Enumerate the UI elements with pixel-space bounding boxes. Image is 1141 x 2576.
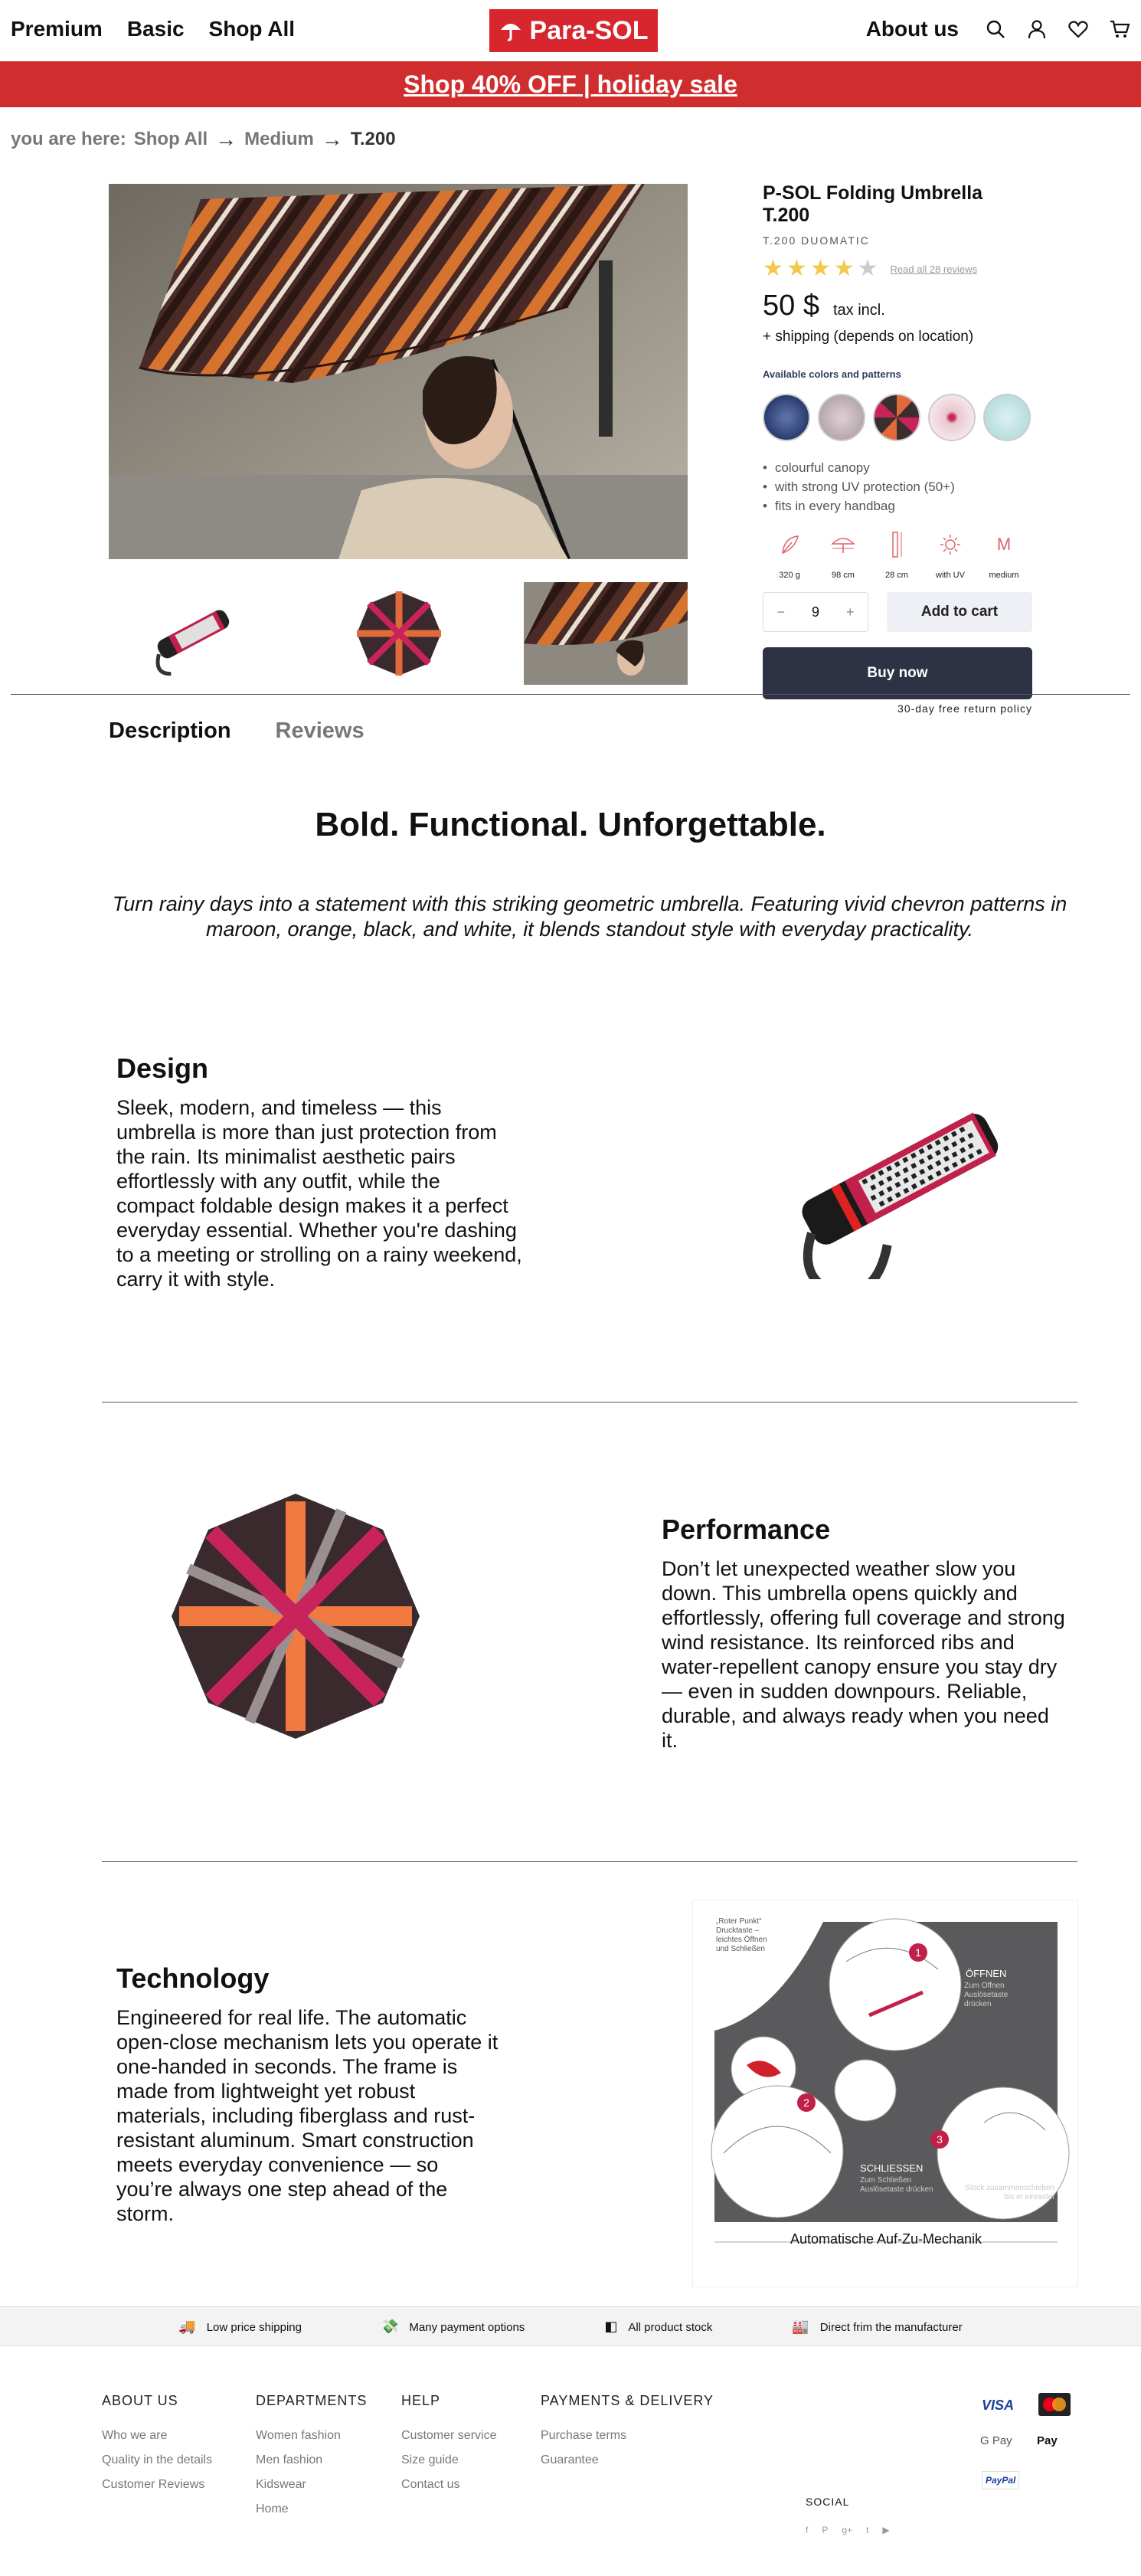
design-image [766, 1080, 1026, 1279]
swatch-mauve-pattern[interactable] [818, 394, 865, 441]
footer-link[interactable]: Customer Reviews [102, 2478, 205, 2491]
price-amount: 50 $ [763, 290, 819, 322]
footer-help-title: HELP [401, 2393, 441, 2408]
breadcrumb-prefix: you are here: [11, 129, 126, 149]
breadcrumb-medium[interactable]: Medium [244, 129, 314, 149]
header-actions [866, 17, 1130, 41]
close-title: SCHLIESSEN [860, 2162, 924, 2174]
cart-icon[interactable] [1109, 18, 1130, 40]
tab-reviews[interactable]: Reviews [275, 718, 365, 743]
open-sub: Zum Öffnen Auslösetaste drücken [964, 1982, 1009, 2008]
apple-pay-logo [1037, 2434, 1058, 2447]
footer-link[interactable]: Men fashion [256, 2453, 323, 2466]
mechanism-diagram [692, 1900, 1078, 2287]
apple-pay-text: Pay [1037, 2434, 1058, 2447]
spec-size-value: medium [989, 571, 1019, 580]
swatch-chevron-pattern[interactable] [873, 394, 920, 441]
sun-icon [939, 533, 962, 556]
spec-diameter-value: 98 cm [832, 571, 855, 580]
footer-link[interactable]: Size guide [401, 2453, 459, 2466]
swatch-navy-pattern[interactable] [763, 394, 810, 441]
design-text: Sleek, modern, and timeless — this umbrella is more than just protection from the rain. Its minimalist aesthetic pairs effortlessly with any outfit, while the compact foldable design makes it a perfect everyday essential. Whether you're dashing to a meeting or strolling on a rainy weekend, carry it with style. [116, 1096, 522, 1291]
design-section [116, 1052, 522, 1291]
spec-icons [763, 529, 1032, 580]
googleplus-icon[interactable]: g+ [842, 2525, 853, 2535]
main-nav [11, 17, 295, 41]
footer-payments [541, 2393, 714, 2478]
section-divider [102, 1402, 1077, 1403]
google-pay-logo: G Pay [980, 2434, 1012, 2447]
youtube-icon[interactable]: ▶ [882, 2525, 890, 2535]
price-tax-note: tax incl. [832, 302, 885, 319]
thumbnail-top-view[interactable] [348, 582, 450, 685]
performance-image [165, 1488, 426, 1745]
paypal-logo: PayPal [982, 2471, 1019, 2489]
umbrella-top-view-image [165, 1488, 426, 1745]
usp-stock [604, 2319, 712, 2335]
usp-shipping [178, 2319, 302, 2335]
breadcrumb-arrow-icon: → [321, 127, 343, 151]
footer-departments [256, 2393, 367, 2527]
product-main-image[interactable] [109, 184, 688, 559]
footer-about [102, 2393, 212, 2502]
footer-link[interactable]: Purchase terms [541, 2429, 627, 2442]
step-3-label: 3 [937, 2133, 943, 2146]
price-row [763, 290, 1032, 322]
size-m-icon: M [996, 535, 1012, 554]
stick-label: Stock zusammenschieben bis er einrastet [965, 2184, 1054, 2201]
section-divider [11, 694, 1130, 695]
usp-payment-text: Many payment options [409, 2320, 525, 2334]
pinterest-icon[interactable]: P [822, 2525, 829, 2535]
quantity-stepper [763, 592, 868, 632]
thumbnail-woman[interactable] [524, 582, 688, 685]
product-sku: T.200 DUOMATIC [763, 234, 870, 247]
description-tabs [109, 718, 365, 744]
star-icon: ★ [786, 256, 807, 281]
woman-with-umbrella-photo [109, 184, 688, 559]
performance-text: Don’t let unexpected weather slow you down. This umbrella opens quickly and effortlessly, offering full coverage and strong wind resistance. Its reinforced ribs and water-repellent canopy ensure you stay dry — even in sudden downpours. Reliable, durable, and always ready when you need it. [662, 1557, 1065, 1752]
umbrella-top-thumb [348, 582, 450, 685]
step-2-label: 2 [803, 2096, 809, 2109]
feature-item: • fits in every handbag [763, 496, 1032, 516]
color-swatches [763, 394, 1032, 441]
performance-section [662, 1514, 1067, 1753]
social-title: SOCIAL [806, 2496, 850, 2508]
footer-payments-title: PAYMENTS & DELIVERY [541, 2393, 714, 2408]
qty-plus-button[interactable]: + [845, 604, 855, 620]
footer-link[interactable]: Women fashion [256, 2429, 341, 2442]
spec-weight [763, 529, 816, 580]
woman-umbrella-thumb [524, 582, 688, 685]
breadcrumb-current: T.200 [350, 129, 396, 149]
add-to-cart-button[interactable]: Add to cart [887, 592, 1032, 632]
nav-shop-all[interactable]: Shop All [208, 17, 296, 41]
footer-about-title: ABOUT US [102, 2393, 178, 2408]
folded-umbrella-image [766, 1080, 1026, 1279]
buy-now-button[interactable]: Buy now [763, 647, 1032, 699]
swatch-mint-pattern[interactable] [983, 394, 1031, 441]
usp-bar [0, 2306, 1141, 2346]
site-header [0, 0, 1141, 61]
mechanism-illustration [693, 1900, 1079, 2260]
footer-link[interactable]: Guarantee [541, 2453, 599, 2466]
breadcrumb-shop-all[interactable]: Shop All [133, 129, 208, 149]
step-1-label: 1 [915, 1946, 921, 1959]
length-icon [888, 529, 906, 560]
usp-shipping-text: Low price shipping [206, 2320, 302, 2334]
product-title: P-SOL Folding Umbrella T.200 [763, 182, 983, 226]
technology-title: Technology [116, 1962, 270, 1994]
twitter-icon[interactable]: t [866, 2525, 869, 2535]
close-sub: Zum Schließen Auslösetaste drücken [860, 2176, 933, 2194]
spec-uv [924, 529, 977, 580]
reviews-link[interactable]: Read all 28 reviews [890, 263, 977, 275]
colors-label: Available colors and patterns [763, 368, 901, 380]
visa-logo: VISA [982, 2398, 1015, 2413]
usp-payment [381, 2319, 525, 2335]
qty-minus-button[interactable]: − [776, 604, 785, 620]
red-point-label: „Roter Punkt“ Drucktaste – leichtes Öffnen und Schließen [716, 1917, 767, 1953]
section-divider [102, 1861, 1077, 1862]
site-logo[interactable] [489, 9, 658, 52]
footer-link[interactable]: Who we are [102, 2429, 168, 2442]
promo-banner [0, 61, 1141, 107]
footer-link[interactable]: Contact us [401, 2478, 460, 2491]
feature-item: • colourful canopy [763, 458, 1032, 477]
usp-manufacturer-text: Direct frim the manufacturer [819, 2320, 963, 2334]
user-icon[interactable] [1026, 18, 1048, 40]
qty-value[interactable]: 9 [811, 604, 819, 620]
feature-item: • with strong UV protection (50+) [763, 477, 1032, 496]
spec-weight-value: 320 g [779, 571, 800, 580]
footer-departments-title: DEPARTMENTS [256, 2393, 368, 2408]
product-info [763, 182, 1032, 715]
mastercard-logo [1038, 2393, 1071, 2416]
spec-size [977, 529, 1031, 580]
feather-icon [778, 533, 801, 556]
swatch-pink-pattern[interactable] [928, 394, 976, 441]
facebook-icon[interactable]: f [806, 2525, 809, 2535]
factory-icon: 🏭 [792, 2318, 809, 2334]
tab-description[interactable]: Description [109, 718, 231, 743]
cart-row [763, 592, 1032, 632]
technology-text: Engineered for real life. The automatic open-close mechanism lets you operate it one-handed in seconds. The frame is made from lightweight yet robust materials, including fiberglass and rust-resistant aluminum. Smart construction meets everyday convenience — so you’re always one step ahead of the storm. [116, 2006, 499, 2225]
footer-link[interactable]: Kidswear [256, 2478, 306, 2491]
design-title: Design [116, 1052, 209, 1084]
nav-about-us[interactable]: About us [865, 17, 959, 41]
promo-link[interactable]: Shop 40% OFF | holiday sale [404, 70, 737, 98]
star-icon: ★ [763, 256, 783, 281]
spec-length-value: 28 cm [885, 571, 908, 580]
open-title: ÖFFNEN [966, 1968, 1007, 1979]
shipping-note: + shipping (depends on location) [763, 329, 974, 345]
description-intro: Turn rainy days into a statement with this striking geometric umbrella. Featuring vivid chevron patterns in maroon, orange, black, and white, it blends standout style with everyday practicality. [112, 892, 1067, 941]
star-icon: ★ [809, 256, 831, 281]
usp-stock-text: All product stock [628, 2320, 713, 2334]
breadcrumb-arrow-icon: → [215, 127, 237, 151]
logo-text: Para-SOL [529, 15, 649, 45]
search-icon[interactable] [985, 18, 1006, 40]
thumbnail-folded[interactable] [139, 582, 247, 685]
star-empty-icon: ★ [857, 256, 878, 281]
feature-list [763, 458, 1032, 516]
spec-diameter [816, 529, 870, 580]
nav-basic[interactable]: Basic [126, 17, 185, 41]
footer-link[interactable]: Customer service [401, 2429, 497, 2442]
description-headline: Bold. Functional. Unforgettable. [315, 806, 826, 843]
spec-uv-value: with UV [936, 571, 965, 580]
return-policy: 30-day free return policy [897, 702, 1032, 715]
performance-title: Performance [662, 1514, 831, 1545]
truck-icon: 🚚 [178, 2318, 196, 2334]
spec-length [870, 529, 924, 580]
breadcrumb [11, 127, 396, 152]
footer-link[interactable]: Home [256, 2502, 289, 2515]
technology-section [116, 1962, 499, 2226]
nav-premium[interactable]: Premium [11, 17, 103, 41]
heart-icon[interactable] [1067, 18, 1089, 40]
folded-umbrella-thumb [139, 582, 247, 685]
footer-help [401, 2393, 496, 2502]
payment-icon: 💸 [381, 2318, 399, 2334]
stock-icon: ◧ [604, 2318, 618, 2334]
umbrella-logo-icon [499, 19, 522, 42]
usp-manufacturer [792, 2319, 962, 2335]
rating-stars [763, 257, 1032, 280]
diagram-caption: Automatische Auf-Zu-Mechanik [790, 2231, 982, 2247]
footer-link[interactable]: Quality in the details [102, 2453, 213, 2466]
umbrella-icon [831, 533, 855, 556]
footer-social [806, 2496, 890, 2535]
star-icon: ★ [833, 256, 855, 281]
